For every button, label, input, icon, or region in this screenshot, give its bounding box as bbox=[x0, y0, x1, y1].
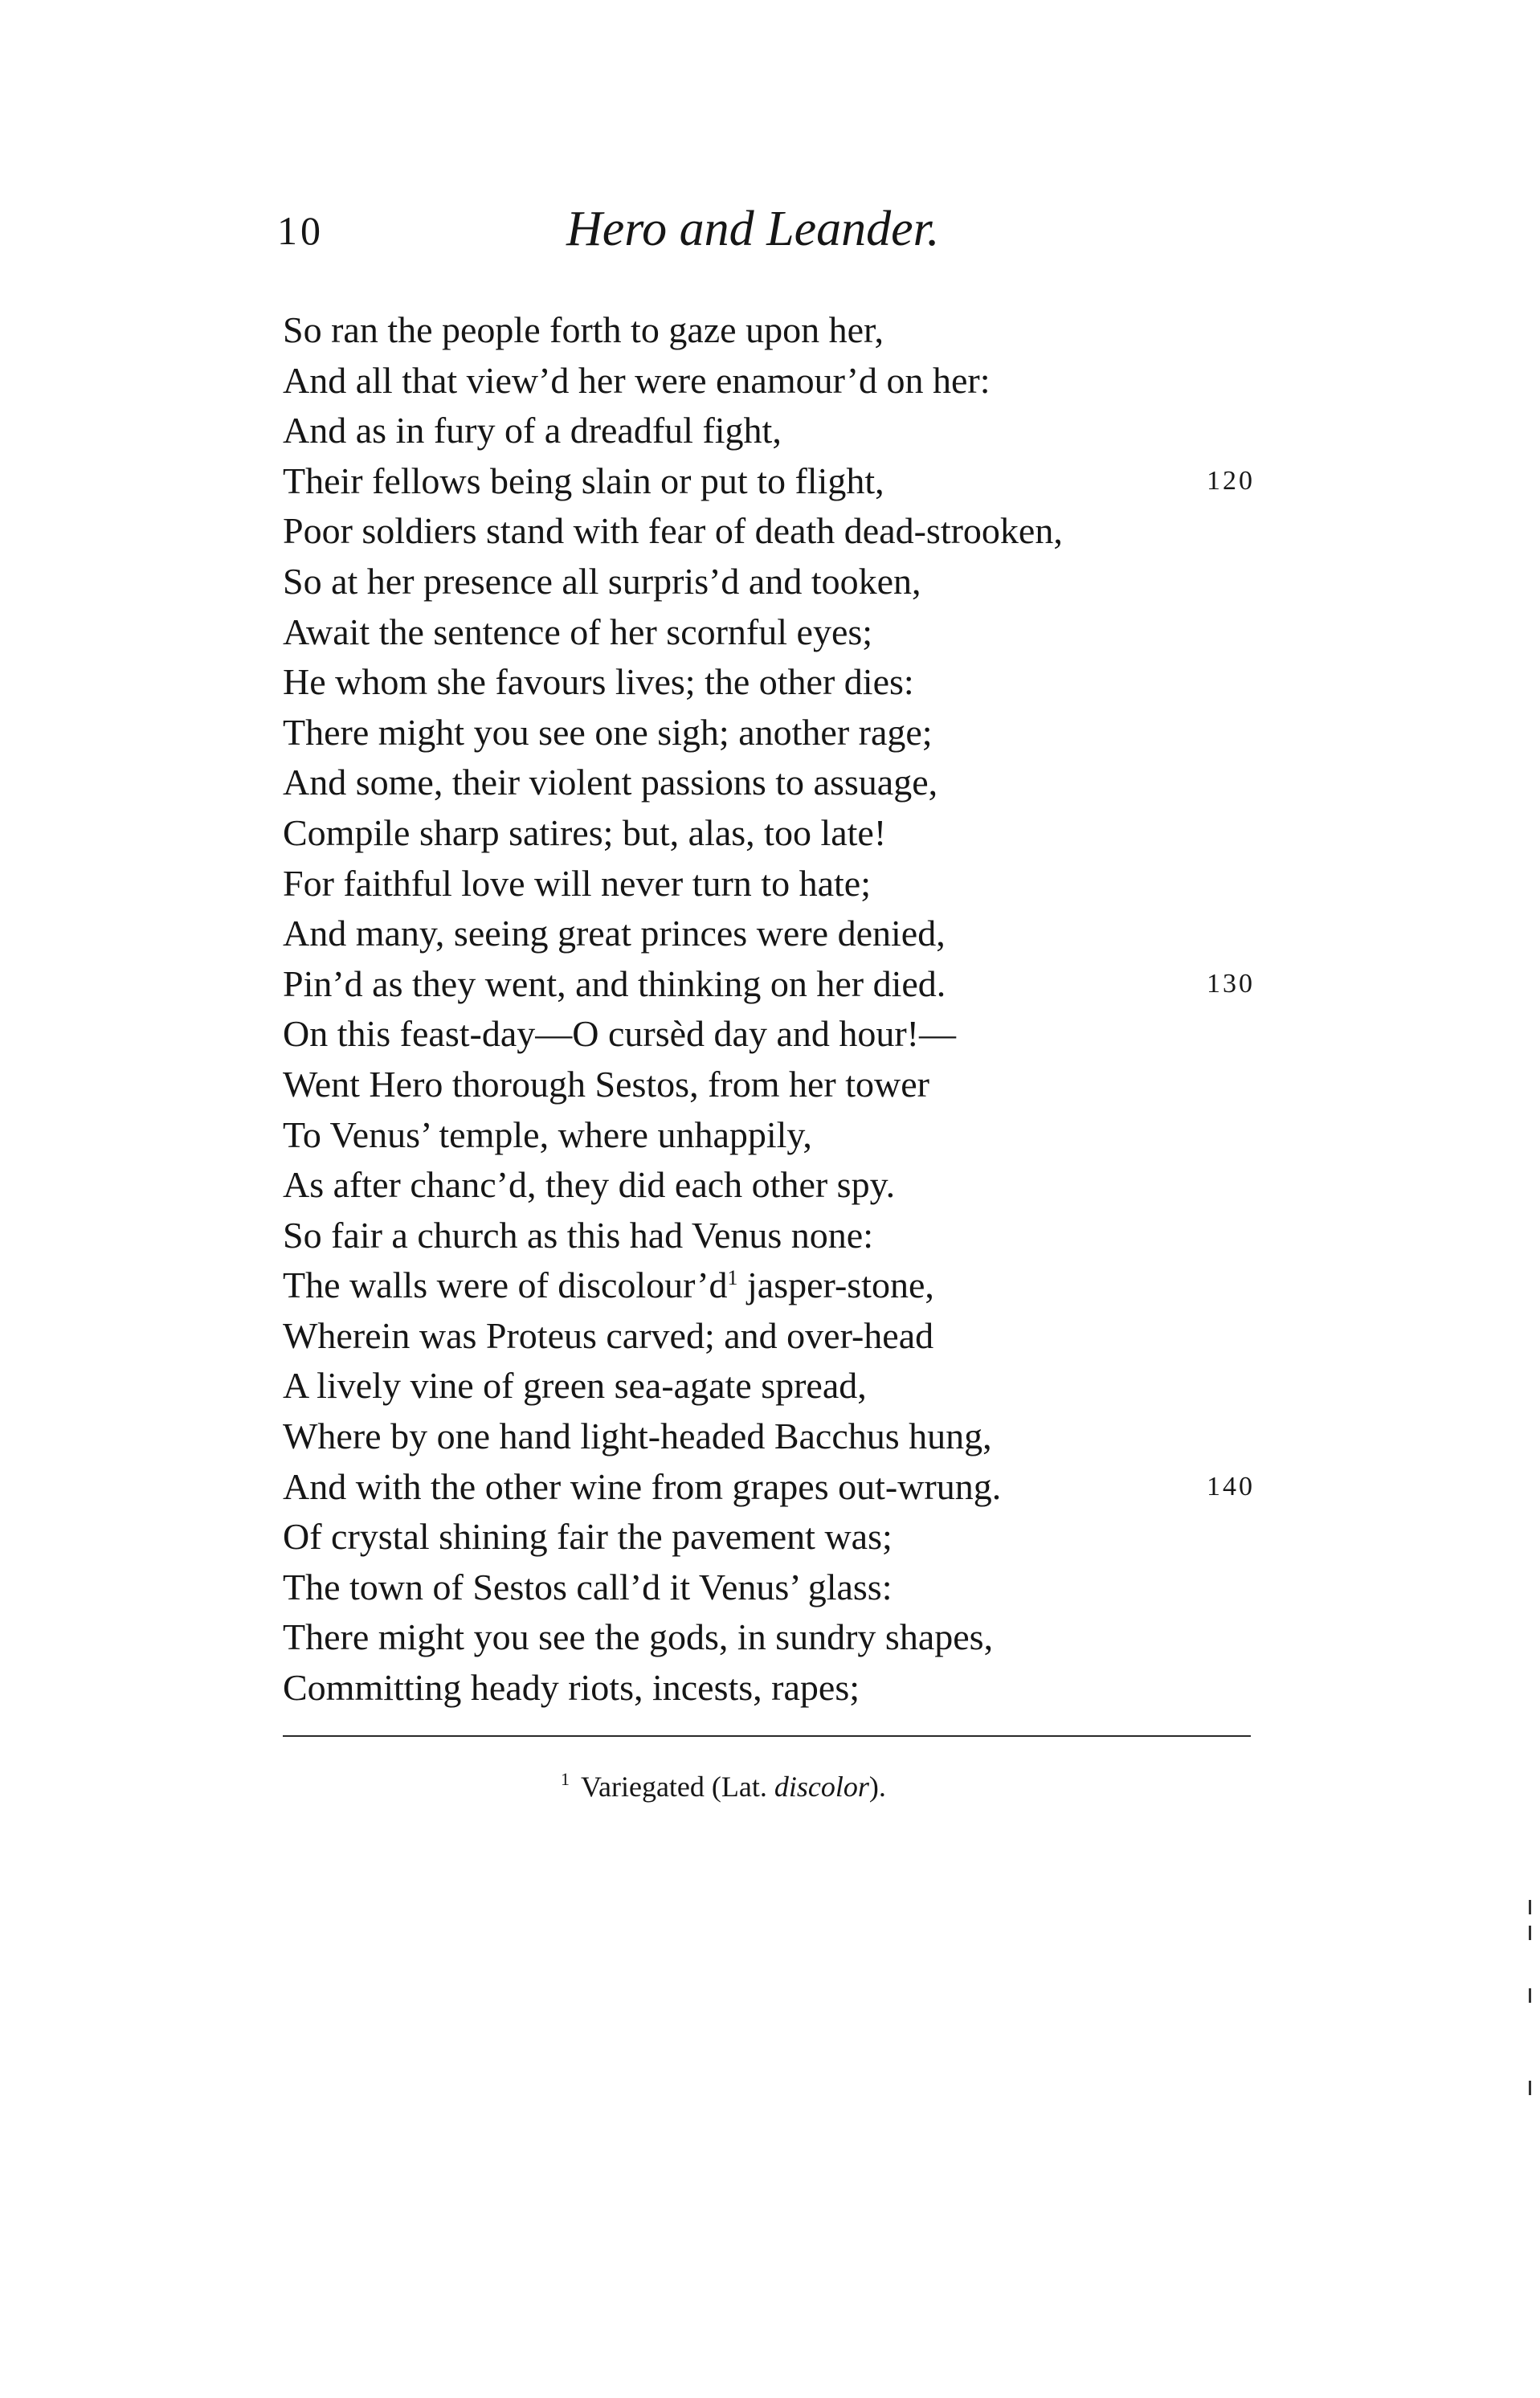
poem-line-text: Committing heady riots, incests, rapes; bbox=[283, 1667, 860, 1709]
poem-line-text: So fair a church as this had Venus none: bbox=[283, 1214, 873, 1256]
footnote-italic-term: discolor bbox=[774, 1771, 869, 1803]
poem-line bbox=[283, 1260, 1287, 1311]
poem-line-text: And with the other wine from grapes out-wrung. bbox=[283, 1465, 1002, 1507]
poem-line bbox=[283, 859, 1287, 909]
poem-line-text: And all that view’d her were enamour’d on her: bbox=[283, 359, 991, 401]
page-number: 10 bbox=[277, 208, 324, 253]
line-number: 130 bbox=[1207, 968, 1255, 999]
poem-line-text: So ran the people forth to gaze upon her, bbox=[283, 309, 884, 350]
poem-line bbox=[283, 1009, 1287, 1060]
poem-line-text: And many, seeing great princes were denied, bbox=[283, 913, 946, 954]
footnote bbox=[561, 1769, 886, 1804]
poem-line bbox=[283, 1060, 1287, 1110]
poem-line-text: Where by one hand light-headed Bacchus hung, bbox=[283, 1416, 992, 1457]
poem-line bbox=[283, 456, 1287, 507]
poem-line bbox=[283, 506, 1287, 557]
running-title: Hero and Leander. bbox=[566, 202, 940, 256]
poem-line-text: Await the sentence of her scornful eyes; bbox=[283, 611, 873, 652]
poem-line bbox=[283, 1110, 1287, 1161]
footnote-text: Variegated (Lat. bbox=[581, 1771, 774, 1803]
poem-line bbox=[283, 406, 1287, 456]
poem-line-text: As after chanc’d, they did each other spy. bbox=[283, 1164, 896, 1206]
poem-line bbox=[283, 959, 1287, 1010]
poem-line-text: On this feast-day—O cursèd day and hour!— bbox=[283, 1013, 956, 1055]
poem-line-text: Poor soldiers stand with fear of death dead-strooken, bbox=[283, 510, 1063, 552]
poem-line-text: Of crystal shining fair the pavement was; bbox=[283, 1516, 893, 1558]
edge-speck bbox=[1529, 2081, 1531, 2095]
poem-line bbox=[283, 607, 1287, 658]
poem-line bbox=[283, 708, 1287, 758]
poem-line bbox=[283, 1411, 1287, 1462]
poem-line bbox=[283, 1563, 1287, 1613]
footnote-reference: 1 bbox=[727, 1266, 738, 1290]
edge-speck bbox=[1529, 1900, 1531, 1914]
poem-line-text: A lively vine of green sea-agate spread, bbox=[283, 1365, 867, 1407]
edge-speck bbox=[1529, 1926, 1531, 1940]
poem-line-text: So at her presence all surpris’d and tooken, bbox=[283, 560, 921, 602]
line-number: 120 bbox=[1207, 465, 1255, 496]
poem-line bbox=[283, 808, 1287, 859]
poem-line-text: There might you see the gods, in sundry shapes, bbox=[283, 1616, 994, 1658]
edge-speck bbox=[1529, 1988, 1531, 2003]
poem-line-text: Their fellows being slain or put to flight, bbox=[283, 460, 884, 501]
poem-line-text: Compile sharp satires; but, alas, too late! bbox=[283, 811, 887, 853]
poem-line bbox=[283, 1462, 1287, 1513]
poem-line bbox=[283, 1361, 1287, 1411]
poem-line bbox=[283, 1612, 1287, 1663]
page-edge-marks bbox=[1529, 1900, 1534, 2101]
page-header bbox=[277, 202, 1257, 272]
poem-line-text: And some, their violent passions to assuage, bbox=[283, 762, 938, 803]
poem-line bbox=[283, 758, 1287, 808]
poem-line-text: The town of Sestos call’d it Venus’ glass: bbox=[283, 1566, 893, 1608]
poem-line bbox=[283, 356, 1287, 406]
poem-text bbox=[283, 305, 1287, 1714]
poem-line-text-continued: jasper-stone, bbox=[737, 1264, 934, 1306]
footnote-text-end: ). bbox=[868, 1771, 886, 1803]
footnote-rule bbox=[283, 1735, 1251, 1737]
poem-line bbox=[283, 909, 1287, 959]
poem-line-text: There might you see one sigh; another rage; bbox=[283, 711, 933, 753]
poem-line bbox=[283, 657, 1287, 708]
poem-line bbox=[283, 1160, 1287, 1211]
poem-line-text: For faithful love will never turn to hate; bbox=[283, 862, 871, 904]
poem-line bbox=[283, 1311, 1287, 1362]
poem-line-text: Wherein was Proteus carved; and over-head bbox=[283, 1314, 934, 1356]
poem-line bbox=[283, 1663, 1287, 1714]
poem-line bbox=[283, 1211, 1287, 1261]
poem-line bbox=[283, 1512, 1287, 1563]
poem-line-text: Pin’d as they went, and thinking on her died. bbox=[283, 962, 946, 1004]
poem-line-text: He whom she favours lives; the other dies: bbox=[283, 661, 914, 703]
poem-line bbox=[283, 557, 1287, 607]
poem-line bbox=[283, 305, 1287, 356]
poem-line-text: To Venus’ temple, where unhappily, bbox=[283, 1113, 812, 1155]
poem-line-text: Went Hero thorough Sestos, from her tower bbox=[283, 1063, 929, 1105]
poem-line-text: The walls were of discolour’d bbox=[283, 1264, 728, 1306]
poem-line-text: And as in fury of a dreadful fight, bbox=[283, 410, 782, 451]
footnote-mark: 1 bbox=[561, 1769, 570, 1789]
line-number: 140 bbox=[1207, 1471, 1255, 1501]
